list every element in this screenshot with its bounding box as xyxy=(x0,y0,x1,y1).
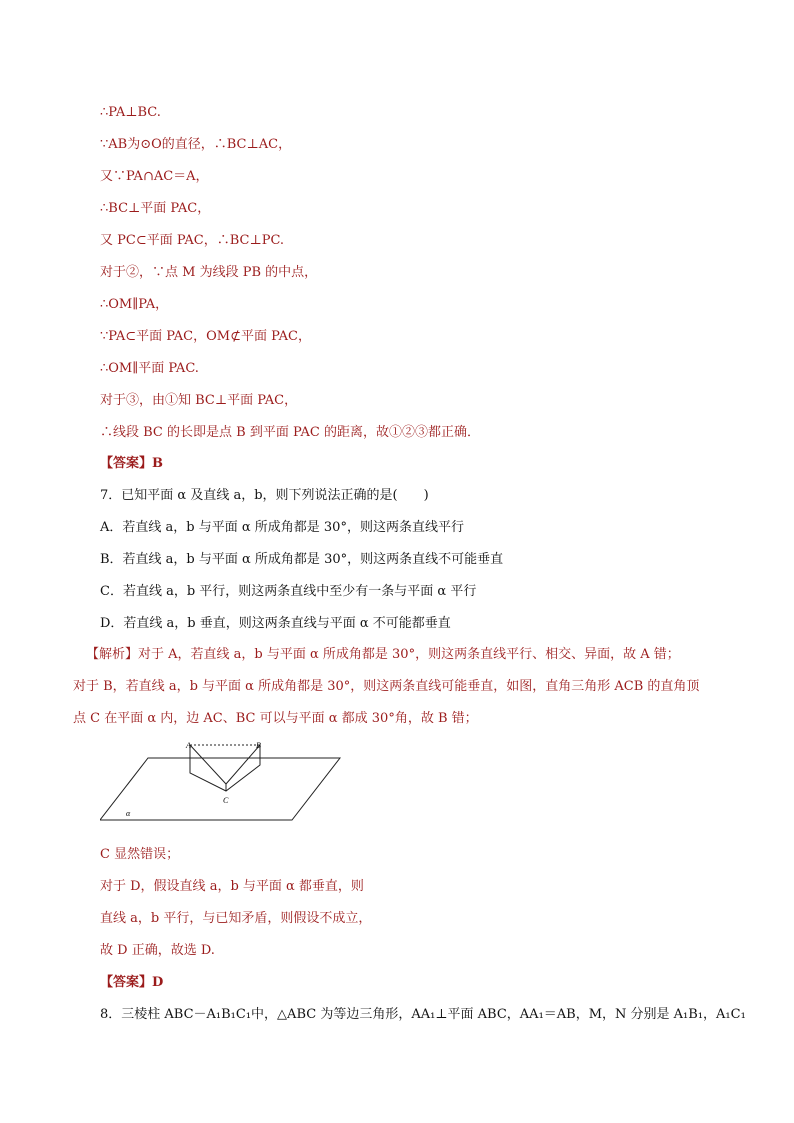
question-7-option-d: D．若直线 a，b 垂直，则这两条直线与平面 α 不可能都垂直 xyxy=(100,616,451,631)
analysis-line-4: C 显然错误； xyxy=(100,847,180,862)
answer-label-1: 【答案】B xyxy=(100,456,163,471)
analysis-line-6: 直线 a，b 平行，与已知矛盾，则假设不成立， xyxy=(100,911,372,926)
label-a: A xyxy=(186,741,191,750)
plane-alpha-outline xyxy=(100,758,340,820)
analysis-line-5: 对于 D，假设直线 a，b 与平面 α 都垂直，则 xyxy=(100,879,364,894)
text-line-9: ∴OM∥平面 PAC. xyxy=(100,361,199,376)
question-7-option-c: C．若直线 a，b 平行，则这两条直线中至少有一条与平面 α 平行 xyxy=(100,584,477,599)
analysis-line-3: 点 C 在平面 α 内，边 AC、BC 可以与平面 α 都成 30°角，故 B 错； xyxy=(73,711,478,726)
text-line-1: ∴PA⊥BC. xyxy=(100,105,161,120)
text-line-6: 对于②，∵点 M 为线段 PB 的中点， xyxy=(100,265,318,280)
question-8-stem: 8．三棱柱 ABC－A₁B₁C₁中，△ABC 为等边三角形，AA₁⊥平面 ABC，AA₁＝AB，M，N 分别是 A₁B₁，A₁C₁ xyxy=(100,1007,746,1022)
text-line-3: 又∵PA∩AC＝A， xyxy=(100,169,209,184)
text-line-2: ∵AB为⊙O的直径，∴BC⊥AC， xyxy=(100,137,292,152)
edge-ac xyxy=(190,745,226,784)
text-line-11: ∴线段 BC 的长即是点 B 到平面 PAC 的距离，故①②③都正确． xyxy=(100,425,480,440)
analysis-line-1: 【解析】对于 A，若直线 a，b 与平面 α 所成角都是 30°，则这两条直线平行、相交、异面，故 A 错； xyxy=(86,647,680,662)
text-line-7: ∴OM∥PA， xyxy=(100,297,169,312)
text-line-5: 又 PC⊂平面 PAC，∴BC⊥PC. xyxy=(100,233,285,248)
text-line-8: ∵PA⊂平面 PAC，OM⊄平面 PAC， xyxy=(100,329,312,344)
question-7-option-a: A．若直线 a，b 与平面 α 所成角都是 30°，则这两条直线平行 xyxy=(100,520,464,535)
plane-triangle-figure xyxy=(100,738,350,833)
text-line-4: ∴BC⊥平面 PAC， xyxy=(100,201,211,216)
label-b: B xyxy=(256,741,261,750)
triangle-side-lines xyxy=(190,745,260,791)
analysis-line-2: 对于 B，若直线 a，b 与平面 α 所成角都是 30°，则这两条直线可能垂直，如图，直角三角形 ACB 的直角顶 xyxy=(73,679,700,694)
label-c: C xyxy=(223,796,229,805)
question-7-stem: 7．已知平面 α 及直线 a，b，则下列说法正确的是( ) xyxy=(100,488,429,503)
label-alpha: α xyxy=(126,809,131,818)
answer-label-2: 【答案】D xyxy=(100,975,164,990)
question-7-option-b: B．若直线 a，b 与平面 α 所成角都是 30°，则这两条直线不可能垂直 xyxy=(100,552,504,567)
text-line-10: 对于③，由①知 BC⊥平面 PAC， xyxy=(100,393,298,408)
analysis-line-7: 故 D 正确，故选 D. xyxy=(100,943,215,958)
